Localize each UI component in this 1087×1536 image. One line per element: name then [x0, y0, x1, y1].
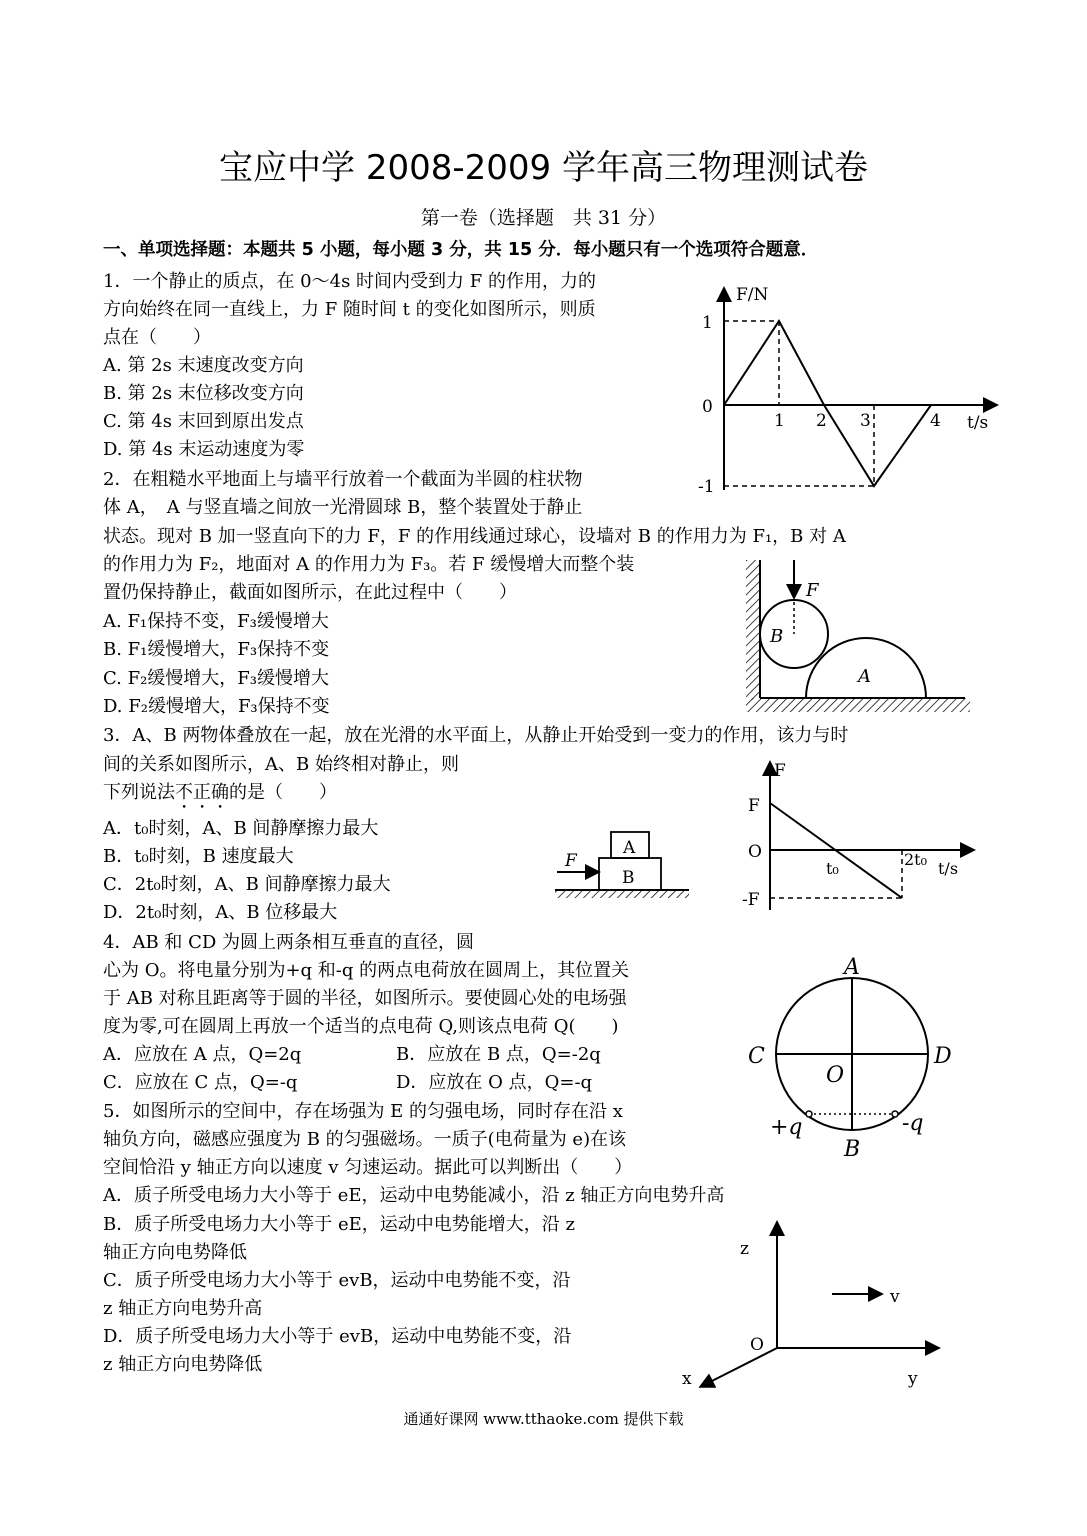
q4-option-b: B．应放在 B 点，Q=-2q [396, 1044, 601, 1065]
q2-line: 状态。现对 B 加一竖直向下的力 F，F 的作用线通过球心，设墙对 B 的作用力为 F₁，B 对 A [103, 526, 846, 547]
section-heading: 一、单项选择题：本题共 5 小题，每小题 3 分，共 15 分．每小题只有一个选项符合题意． [103, 240, 819, 260]
q3-block-figure [553, 826, 693, 906]
q4-label-c: C [748, 1044, 765, 1069]
q3-ylabel: F [774, 761, 786, 781]
q4-charge-negative [892, 1111, 898, 1117]
q1-option-c: C. 第 4s 末回到原出发点 [103, 411, 304, 432]
q3-option-b: B．t₀时刻，B 速度最大 [103, 846, 294, 867]
q4-charge-positive [806, 1111, 812, 1117]
q3-origin: O [748, 842, 762, 862]
q4-label-minus-q: -q [902, 1111, 924, 1136]
q2-label-f: F [806, 580, 819, 601]
q2-label-b: B [770, 626, 784, 647]
q4-label-b: B [844, 1137, 861, 1162]
q3-label-a: A [623, 838, 636, 858]
q1-tick-x: 4 [930, 411, 941, 431]
q1-force-time-graph [690, 278, 1010, 508]
q3-line-text: 的是（ ） [229, 782, 337, 803]
q2-line: 2．在粗糙水平地面上与墙平行放着一个截面为半圆的柱状物 [103, 469, 583, 490]
q4-label-a: A [844, 955, 860, 980]
q1-ylabel: F/N [736, 285, 769, 305]
q1-option-b: B. 第 2s 末位移改变方向 [103, 383, 304, 404]
q5-option-c-cont: z 轴正方向电势升高 [103, 1298, 263, 1319]
page-title: 宝应中学 2008-2009 学年高三物理测试卷 [219, 148, 868, 188]
q5-line: 5．如图所示的空间中，存在场强为 E 的匀强电场，同时存在沿 x [103, 1101, 623, 1122]
q1-line: 点在（ ） [103, 327, 211, 348]
q5-label-x: x [682, 1369, 692, 1389]
q5-option-d-cont: z 轴正方向电势降低 [103, 1354, 263, 1375]
q4-line: 心为 O。将电量分别为+q 和-q 的两点电荷放在圆周上，其位置关 [103, 960, 630, 981]
q2-ground [746, 698, 970, 712]
q3-tick-t0: t₀ [826, 859, 839, 878]
q5-label-o: O [750, 1335, 764, 1355]
q2-option-d: D. F₂缓慢增大，F₃保持不变 [103, 696, 330, 717]
q3-option-c: C．2t₀时刻，A、B 间静摩擦力最大 [103, 874, 391, 895]
q3-force-time-graph [740, 758, 980, 918]
q4-line: 度为零,可在圆周上再放一个适当的点电荷 Q,则该点电荷 Q( ) [103, 1016, 619, 1037]
q2-line: 体 A， A 与竖直墙之间放一光滑圆球 B，整个装置处于静止 [103, 497, 583, 518]
q2-line: 置仍保持静止，截面如图所示，在此过程中（ ） [103, 582, 517, 603]
q3-option-a: A．t₀时刻，A、B 间静摩擦力最大 [103, 818, 379, 839]
q3-line-text: 下列说法 [103, 782, 175, 803]
q3-line: 间的关系如图所示，A、B 始终相对静止，则 [103, 754, 459, 775]
q3-tick-top: F [748, 796, 760, 816]
q3-tick-2t0: 2t₀ [904, 850, 928, 869]
section-subtitle: 第一卷（选择题 共 31 分） [420, 207, 667, 229]
q2-option-a: A. F₁保持不变，F₃缓慢增大 [103, 611, 329, 632]
q1-line: 1．一个静止的质点，在 0～4s 时间内受到力 F 的作用，力的 [103, 271, 596, 292]
q5-option-b-cont: 轴正方向电势降低 [103, 1242, 247, 1263]
q3-label-b: B [622, 868, 635, 888]
q3-floor [555, 890, 689, 898]
q4-label-o: O [826, 1063, 845, 1088]
q5-label-z: z [740, 1239, 749, 1259]
q1-force-curve [724, 321, 931, 486]
q4-option-d: D．应放在 O 点，Q=-q [396, 1072, 593, 1093]
q3-line: 3．A、B 两物体叠放在一起，放在光滑的水平面上，从静止开始受到一变力的作用，该力与时 [103, 725, 849, 746]
q5-x-axis [702, 1348, 777, 1386]
q2-line: 的作用力为 F₂，地面对 A 的作用力为 F₃。若 F 缓慢增大而整个装 [103, 554, 635, 575]
q3-label-f: F [565, 851, 577, 871]
q5-option-a: A．质子所受电场力大小等于 eE，运动中电势能减小，沿 z 轴正方向电势升高 [103, 1185, 725, 1206]
footer-credit: 通通好课网 www.tthaoke.com 提供下载 [403, 1410, 684, 1428]
q1-origin: 0 [702, 397, 713, 417]
q4-line: 4．AB 和 CD 为圆上两条相互垂直的直径，圆 [103, 932, 475, 953]
q4-circle-figure [742, 950, 972, 1165]
q5-option-b: B．质子所受电场力大小等于 eE，运动中电势能增大，沿 z [103, 1214, 575, 1235]
q1-xlabel: t/s [967, 413, 989, 433]
q5-option-d: D．质子所受电场力大小等于 evB，运动中电势能不变，沿 [103, 1326, 572, 1347]
q4-label-d: D [934, 1044, 952, 1069]
q1-tick-x: 2 [816, 411, 827, 431]
q1-tick-y-bottom: -1 [698, 477, 715, 497]
q4-label-plus-q: +q [770, 1115, 803, 1140]
q3-tick-bottom: -F [742, 890, 760, 910]
q1-tick-x: 3 [860, 411, 871, 431]
q2-wall-sphere-figure [740, 558, 970, 718]
q3-emphasis: 不正确 [175, 782, 229, 803]
q2-wall [746, 560, 760, 700]
q1-tick-x: 1 [774, 411, 785, 431]
q3-option-d: D．2t₀时刻，A、B 位移最大 [103, 902, 338, 923]
q1-line: 方向始终在同一直线上，力 F 随时间 t 的变化如图所示，则质 [103, 299, 596, 320]
q3-xlabel: t/s [938, 859, 959, 878]
q2-label-a: A [858, 666, 871, 687]
q5-label-y: y [908, 1369, 918, 1389]
q4-option-c: C．应放在 C 点，Q=-q [103, 1072, 298, 1093]
q5-line: 轴负方向，磁感应强度为 B 的匀强磁场。一质子(电荷量为 e)在该 [103, 1129, 627, 1150]
q4-line: 于 AB 对称且距离等于圆的半径，如图所示。要使圆心处的电场强 [103, 988, 627, 1009]
q4-option-a: A．应放在 A 点，Q=2q [103, 1044, 302, 1065]
q1-option-d: D. 第 4s 末运动速度为零 [103, 439, 305, 460]
q3-line [103, 779, 337, 813]
q2-option-c: C. F₂缓慢增大，F₃缓慢增大 [103, 668, 329, 689]
q2-option-b: B. F₁缓慢增大，F₃保持不变 [103, 639, 330, 660]
q5-axes-figure [672, 1218, 942, 1398]
q5-option-c: C．质子所受电场力大小等于 evB，运动中电势能不变，沿 [103, 1270, 571, 1291]
q1-option-a: A. 第 2s 末速度改变方向 [103, 355, 304, 376]
q1-tick-y-top: 1 [702, 313, 713, 333]
q5-line: 空间恰沿 y 轴正方向以速度 v 匀速运动。据此可以判断出（ ） [103, 1157, 633, 1178]
q5-label-v: v [890, 1287, 900, 1307]
